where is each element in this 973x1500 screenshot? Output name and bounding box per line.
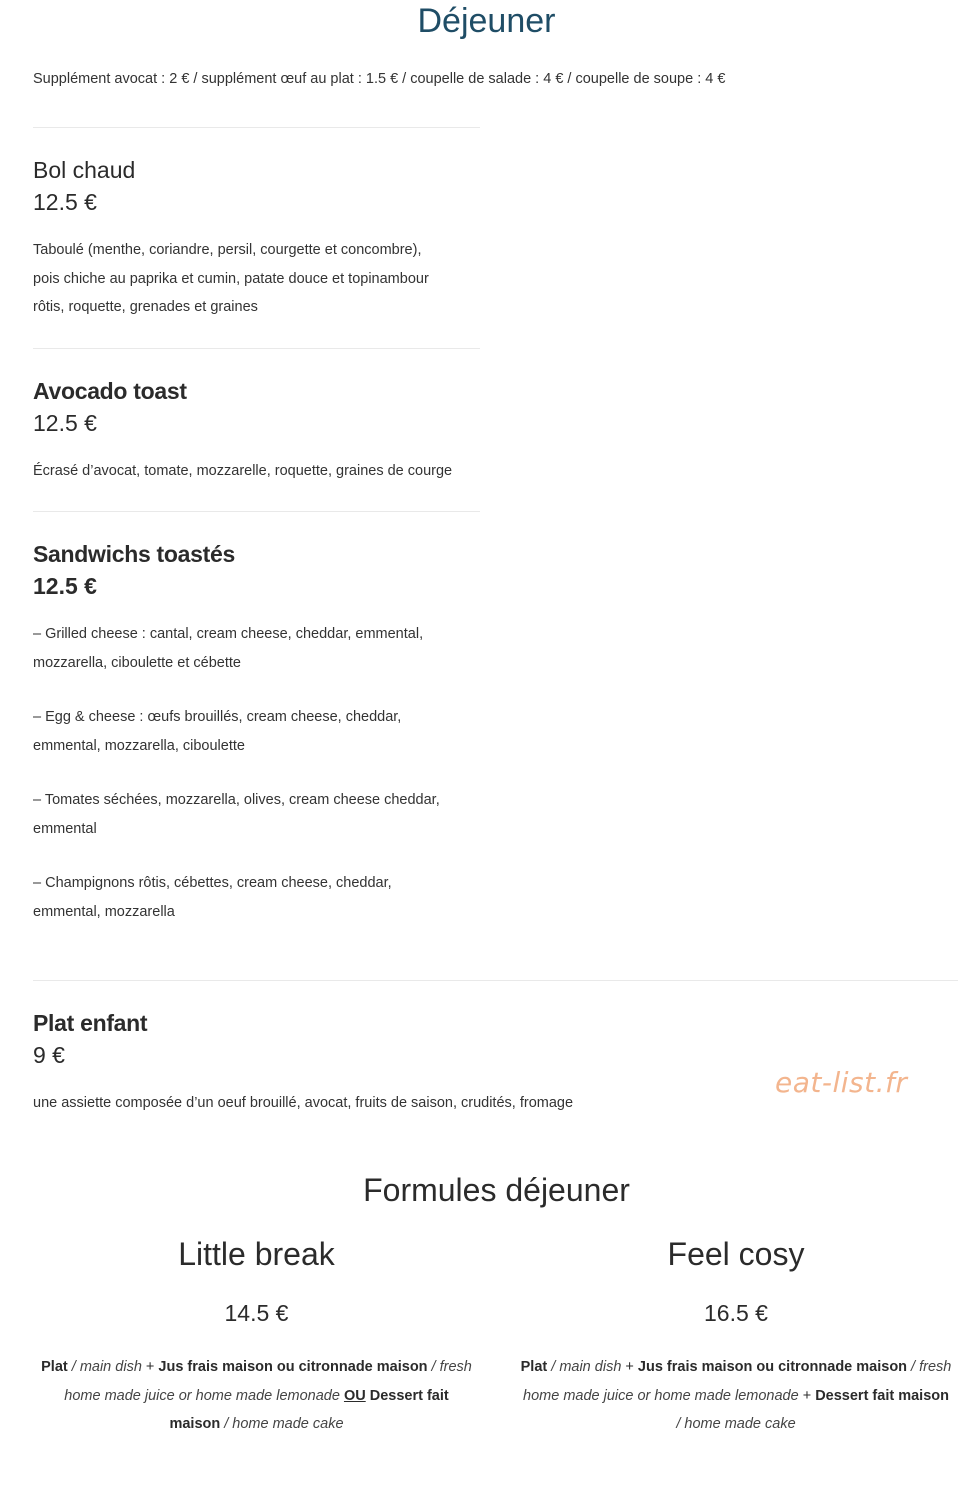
menu-item-plat-enfant xyxy=(33,1007,733,1118)
jus-translation: home made juice or home made lemonade xyxy=(64,1387,340,1404)
divider xyxy=(33,127,480,128)
option-line: emmental xyxy=(33,820,97,837)
dessert-label: Dessert fait xyxy=(365,1387,449,1404)
jus-label: Jus frais maison ou citronnade maison xyxy=(158,1359,428,1375)
item-description xyxy=(33,236,483,322)
sandwich-option xyxy=(33,620,483,677)
formule-line xyxy=(510,1410,962,1439)
menu-item-bol-chaud xyxy=(33,154,483,322)
formule-price: 14.5 € xyxy=(224,1300,289,1326)
item-price: 12.5 € xyxy=(33,573,97,599)
formule-name: Feel cosy xyxy=(667,1236,805,1272)
formule-name: Little break xyxy=(178,1236,335,1272)
watermark-logo: eat-list.fr xyxy=(775,1066,908,1099)
page-title: Déjeuner xyxy=(417,2,556,40)
formule-line xyxy=(33,1382,480,1411)
item-name: Sandwichs toastés xyxy=(33,541,235,567)
jus-label: Jus frais maison ou citronnade maison xyxy=(637,1359,908,1375)
item-price: 12.5 € xyxy=(33,189,97,215)
option-line: – Tomates séchées, mozzarella, olives, cream cheese cheddar, xyxy=(33,792,440,808)
description-line: Écrasé d’avocat, tomate, mozzarelle, roquette, graines de courge xyxy=(33,463,453,479)
item-name: Bol chaud xyxy=(33,157,136,183)
menu-item-sandwichs-toastes xyxy=(33,538,483,952)
description-line: rôtis, roquette, grenades et graines xyxy=(33,299,258,315)
option-line: emmental, mozzarella, ciboulette xyxy=(33,737,245,754)
plat-translation: / main dish xyxy=(547,1359,626,1375)
sandwich-option xyxy=(33,869,483,926)
jus-translation: home made juice or home made lemonade xyxy=(523,1387,803,1404)
dessert-label: Dessert fait maison xyxy=(815,1387,949,1404)
supplements-note: Supplément avocat : 2 € / supplément œuf au plat : 1.5 € / coupelle de salade : 4 € / coupelle de soupe : 4 € xyxy=(33,71,726,87)
item-price: 12.5 € xyxy=(33,410,97,436)
option-line: – Egg & cheese : œufs brouillés, cream cheese, cheddar, xyxy=(33,709,402,725)
plus-sign: + xyxy=(802,1387,816,1404)
divider xyxy=(33,348,480,349)
item-name: Avocado toast xyxy=(33,378,187,404)
sandwich-option xyxy=(33,786,483,843)
description-line: Taboulé (menthe, coriandre, persil, courgette et concombre), xyxy=(33,242,422,258)
ou-connector: OU xyxy=(343,1387,366,1404)
plus-sign: + xyxy=(145,1359,159,1375)
formule-line xyxy=(510,1382,962,1411)
formule-little-break xyxy=(33,1232,480,1439)
formule-line xyxy=(33,1353,480,1382)
option-line: mozzarella, ciboulette et cébette xyxy=(33,654,241,671)
item-price: 9 € xyxy=(33,1042,65,1068)
section-title-formules: Formules déjeuner xyxy=(363,1172,630,1208)
plat-label: Plat xyxy=(520,1359,548,1375)
option-line: – Grilled cheese : cantal, cream cheese, cheddar, emmental, xyxy=(33,626,424,642)
formule-description xyxy=(33,1353,480,1439)
formule-line xyxy=(510,1353,962,1382)
formule-description xyxy=(510,1353,962,1439)
plus-sign: + xyxy=(625,1359,638,1375)
item-description xyxy=(33,1089,733,1118)
dessert-label: maison xyxy=(169,1416,221,1432)
item-options xyxy=(33,620,483,926)
item-name: Plat enfant xyxy=(33,1010,148,1036)
menu-item-avocado-toast xyxy=(33,375,483,486)
description-line: pois chiche au paprika et cumin, patate douce et topinambour xyxy=(33,270,429,287)
sandwich-option xyxy=(33,703,483,760)
option-line: – Champignons rôtis, cébettes, cream cheese, cheddar, xyxy=(33,875,392,891)
formule-line xyxy=(33,1410,480,1439)
plat-label: Plat xyxy=(41,1359,68,1375)
divider xyxy=(33,511,480,512)
dessert-translation: / home made cake xyxy=(676,1416,796,1432)
jus-translation: / fresh xyxy=(907,1359,952,1375)
jus-translation: / fresh xyxy=(427,1359,472,1375)
option-line: emmental, mozzarella xyxy=(33,903,175,920)
formule-feel-cosy xyxy=(510,1232,962,1439)
divider xyxy=(33,980,958,981)
formule-price: 16.5 € xyxy=(704,1300,768,1326)
description-line: une assiette composée d’un oeuf brouillé, avocat, fruits de saison, crudités, fromage xyxy=(33,1095,574,1111)
item-description xyxy=(33,457,483,486)
plat-translation: / main dish xyxy=(67,1359,146,1375)
dessert-translation: / home made cake xyxy=(220,1416,344,1432)
